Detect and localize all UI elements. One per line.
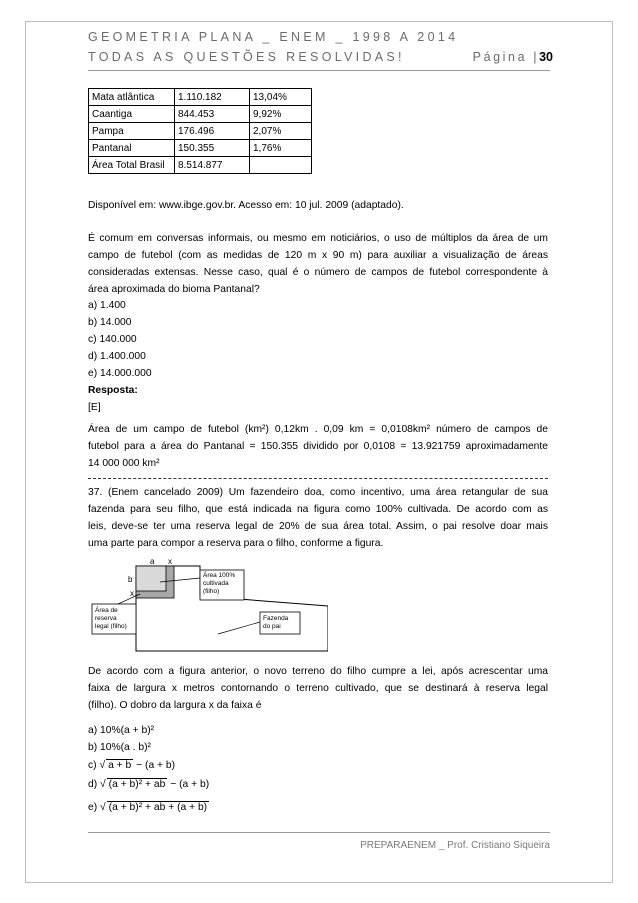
label-b: b [128, 575, 133, 584]
text-line: faixa de largura x metros contornando o terreno cultivado, que se destinará à reserva legal [88, 683, 548, 694]
callout-text: cultivada [203, 580, 229, 587]
question-37-text [88, 484, 548, 552]
text-line: uma parte para compor a reserva para o filho, conforme a figura. [88, 538, 384, 549]
table-cell: 176.496 [175, 123, 250, 140]
footer-text: PREPARAENEM _ Prof. Cristiano Siqueira [360, 840, 550, 851]
answer-value: [E] [88, 402, 101, 413]
header-title: GEOMETRIA PLANA _ ENEM _ 1998 A 2014 [88, 30, 459, 44]
header-divider [88, 70, 550, 71]
biome-table [88, 88, 312, 174]
callout-text: Fazenda [263, 615, 289, 622]
section-divider [88, 478, 548, 479]
callout-text: reserva [95, 615, 117, 622]
text-line: De acordo com a figura anterior, o novo terreno do filho cumpre a lei, após acrescentar uma [88, 666, 548, 677]
farm-figure [88, 556, 328, 656]
text-line: 37. (Enem cancelado 2009) Um fazendeiro doa, como incentivo, uma área retangular de sua [88, 487, 548, 498]
footer-divider [88, 832, 550, 833]
page-label: Página | [472, 50, 540, 64]
cultivated-area [136, 566, 166, 591]
header-subtitle: TODAS AS QUESTÕES RESOLVIDAS! [88, 50, 405, 64]
answer-block [88, 382, 548, 416]
option-c: c) 140.000 [88, 334, 137, 345]
table-cell: Pampa [89, 123, 175, 140]
text-line: consideradas extensas. Nesse caso, qual é o número de campos de futebol correspondente à [88, 267, 548, 278]
option-b: b) 14.000 [88, 317, 132, 328]
text-line: campo de futebol (com as medidas de 120 m x 90 m) para auxiliar a visualização de áreas [88, 250, 548, 261]
label-x-top: x [168, 557, 172, 566]
table-cell: 1.110.182 [175, 89, 250, 106]
table-row [89, 106, 312, 123]
option-c: c) √ a + b − (a + b) [88, 760, 176, 771]
text-line: (filho). O dobro da largura x da faixa é [88, 700, 262, 711]
answer-label: Resposta: [88, 385, 138, 396]
option-prefix: e) [88, 802, 98, 813]
sqrt-radicand: a + b [108, 760, 132, 771]
text-line: fazenda para seu filho, que está indicada na figura como 100% cultivada. De acordo com as [88, 504, 548, 515]
option-prefix: c) [88, 760, 97, 771]
option-prefix: d) [88, 779, 98, 790]
option-e: e) √ (a + b)² + ab + (a + b) [88, 802, 208, 813]
sqrt-radicand: (a + b)² + ab + (a + b) [108, 802, 208, 813]
question-36-text [88, 230, 548, 298]
question-36-options [88, 297, 548, 382]
source-citation: Disponível em: www.ibge.gov.br. Acesso em: 10 jul. 2009 (adaptado). [88, 200, 404, 211]
table-cell: 13,04% [250, 89, 312, 106]
callout-text: (filho) [203, 588, 220, 595]
table-cell: Mata atlântica [89, 89, 175, 106]
table-row [89, 89, 312, 106]
sqrt-radicand: (a + b)² + ab [108, 779, 166, 790]
option-a: a) 1.400 [88, 300, 126, 311]
callout-text: Área 100% [203, 572, 236, 579]
callout-text: Área de [95, 607, 118, 614]
label-a: a [150, 557, 155, 566]
table-row [89, 157, 312, 174]
text-line: área aproximada do bioma Pantanal? [88, 284, 260, 295]
page-number [473, 50, 553, 64]
table-cell: 2,07% [250, 123, 312, 140]
table-cell: 1,76% [250, 140, 312, 157]
option-b: b) 10%(a . b)² [88, 742, 151, 753]
table-cell: 844.453 [175, 106, 250, 123]
table-cell: 150.355 [175, 140, 250, 157]
option-d: d) 1.400.000 [88, 351, 146, 362]
table-cell [250, 157, 312, 174]
table-cell: 8.514.877 [175, 157, 250, 174]
table-row [89, 123, 312, 140]
text-line: Área de um campo de futebol (km²) 0,12km . 0,09 km = 0,0108km² número de campos de [88, 424, 548, 435]
text-line: leis, deve-se ter uma reserva legal de 20% de sua área total. Assim, o pai resolve doar mais [88, 521, 548, 532]
text-line: 14 000 000 km² [88, 458, 160, 469]
table-cell: 9,92% [250, 106, 312, 123]
text-line: futebol para a área do Pantanal = 150.355 dividido por 0,0108 = 13.921759 aproximadamente [88, 441, 548, 452]
table-row [89, 140, 312, 157]
table-cell: Área Total Brasil [89, 157, 175, 174]
option-suffix: − (a + b) [170, 779, 210, 790]
page-number-value: 30 [539, 50, 553, 64]
table-cell: Pantanal [89, 140, 175, 157]
option-a: a) 10%(a + b)² [88, 725, 155, 736]
callout-text: legal (filho) [95, 623, 127, 630]
table-cell: Caantiga [89, 106, 175, 123]
option-e: e) 14.000.000 [88, 368, 152, 379]
label-x-left: x [130, 589, 134, 598]
question-37-continuation [88, 663, 548, 714]
solution-text [88, 421, 548, 472]
text-line: É comum em conversas informais, ou mesmo em noticiários, o uso de múltiplos da área de um [88, 233, 548, 244]
option-suffix: − (a + b) [136, 760, 176, 771]
option-d: d) √ (a + b)² + ab − (a + b) [88, 779, 210, 790]
callout-text: do pai [263, 623, 281, 630]
